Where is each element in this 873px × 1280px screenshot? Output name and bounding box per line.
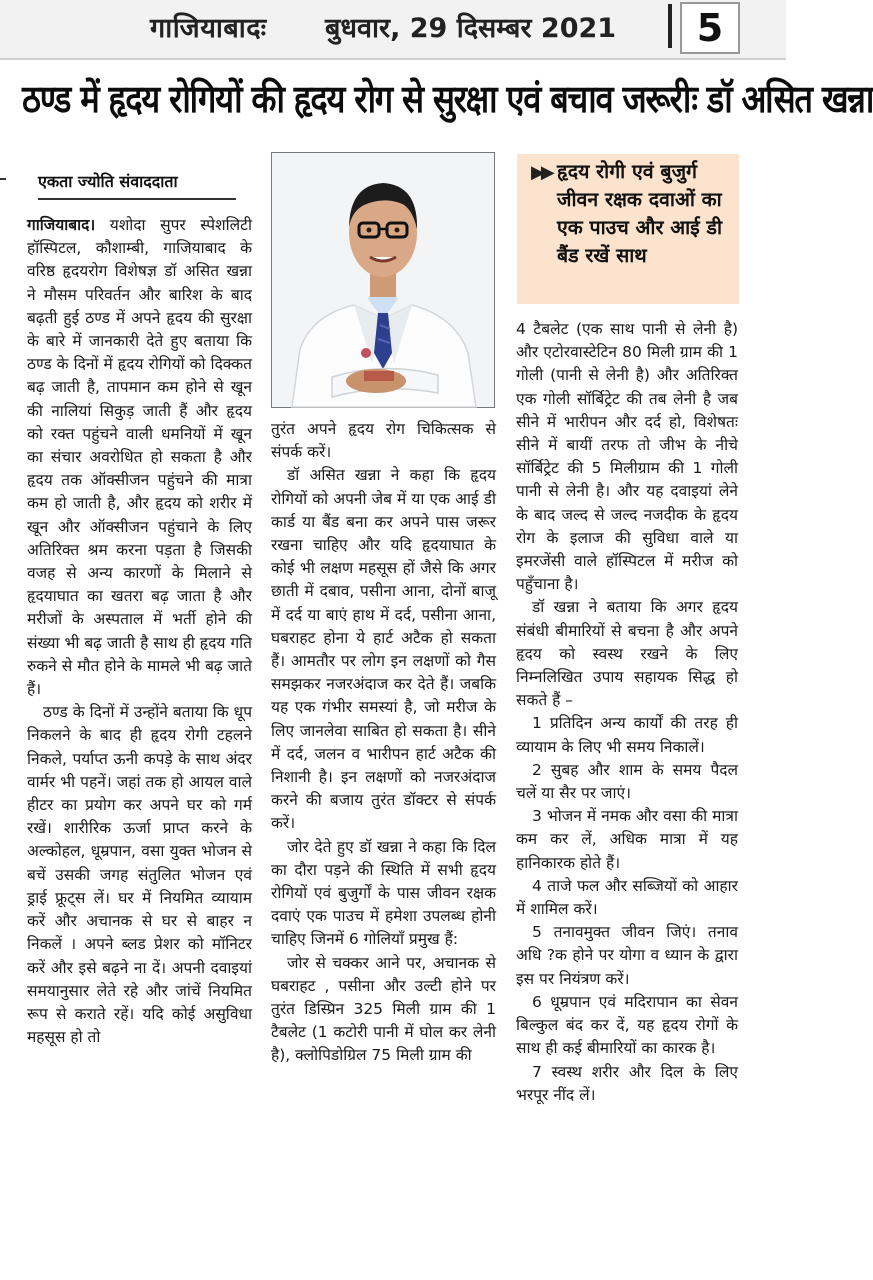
article-column-1 (27, 214, 252, 1049)
paragraph: डॉ असित खन्ना ने कहा कि हृदय रोगियों को अपनी जेब में या एक आई डी कार्ड या बैंड बना कर अपने पास जरूर रखना चाहिए और यदि हृदयाघात के कोई भी लक्षण महसूस हों जैसे कि अगर छाती में दबाव, पसीना आना, दोनों बाजू में दर्द या बाएं हाथ में दर्द, पसीना आना, घबराहट होना ये हार्ट अटैक हो सकता हैं। आमतौर पर लोग इन लक्षणों को गैस समझकर नजरअंदाज कर देते हैं। जबकि यह एक गंभीर समस्यां है, जो मरीज के लिए जानलेवा साबित हो सकता है। सीने में दर्द, जलन व भारीपन हार्ट अटैक की निशानी है। इन लक्षणों को नजरअंदाज करने की बजाय तुरंत डॉक्टर से संपर्क करें। (271, 466, 496, 833)
paragraph (27, 214, 252, 701)
masthead-divider (668, 4, 672, 48)
paragraph: ठण्ड के दिनों में उन्होंने बताया कि धूप निकलने के बाद ही हृदय रोगी टहलने निकले, पर्याप्त ऊनी कपड़े के साथ अंदर वार्मर भी पहनें। जहां तक हो आयल वाले हीटर का प्रयोग कर अपने घर को गर्म रखें। शारीरिक ऊर्जा प्राप्त करने के अल्कोहल, धूम्रपान, वसा युक्त भोजन से बचें उसकी जगह संतुलित भोजन एवं ड्राई फ्रूट्स लें। घर में नियमित व्यायाम करें और अचानक से घर से बाहर न निकलें । अपने ब्लड प्रेशर को मॉनिटर करें और इसे बढ़ने ना दें। अपनी दवाइयां समयानुसार लेते रहे और जांचें नियमित रूप से कराते रहें। यदि कोई असुविधा महसूस हो तो (27, 703, 252, 1047)
doctor-portrait-image (272, 153, 494, 407)
paragraph: जोर देते हुए डॉ खन्ना ने कहा कि दिल का दौरा पड़ने की स्थिति में सभी हृदय रोगियों एवं बुजुर्गों के पास जीवन रक्षक दवाएं एक पाउच में हमेशा उपलब्ध होनी चाहिए जिनमें 6 गोलियाँ प्रमुख हैं: (271, 837, 496, 949)
masthead-city: गाजियाबादः (150, 13, 267, 44)
paragraph: 4 टैबलेट (एक साथ पानी से लेनी है) और एटोरवास्टेटिन 80 मिली ग्राम की 1 गोली (पानी से लेनी है) और अतिरिक्त एक गोली सॉर्बिट्रेट की तब लेनी है जब सीने में भारीपन और दर्द हो, विशेषतः सीने में बायीं तरफ तो जीभ के नीचे सॉर्बिट्रेट की 5 मिलीग्राम की 1 गोली पानी से लेनी है। और यह दवाइयां लेने के बाद जल्द से जल्द नजदीक के हृदय रोग के इलाज की सुविधा वाले या इमरजेंसी वाले हॉस्पिटल में मरीज को पहुँचाना है। (516, 320, 738, 594)
paragraph-text: यशोदा सुपर स्पेशलिटी हॉस्पिटल, कौशाम्बी, गाजियाबाद के वरिष्ठ हृदयरोग विशेषज्ञ डॉ असित खन्ना ने मौसम परिवर्तन और बारिश के बाद बढ़ती हुई ठण्ड में अपने हृदय की सुरक्षा के बारे में जानकारी देते हुए बताया कि ठण्ड के दिनों में हृदय रोगियों को दिक्कत बढ़ जाती है, तापमान कम होने से खून की नालियां सिकुड़ जाती हैं और हृदय को रक्त पहुंचने वाली धमनियों में खून का संचार अवरोधित हो सकता है और हृदय तक ऑक्सीजन पहुंचने की मात्रा कम हो जाती है, और हृदय को शरीर में खून और ऑक्सीजन पहुंचाने के लिए अतिरिक्त श्रम करना पड़ता है जिसकी वजह से अन्य कारणों के मिलाने से हृदयाघात का खतरा बढ़ जाता है और मरीजों के अस्पताल में भर्ती होने की संख्या भी बढ़ जाती है साथ ही हृदय गति रुकने से मौत होने के मामले भी बढ़ जाते हैं। (27, 216, 253, 699)
tip-item: 6 धूम्रपान एवं मदिरापान का सेवन बिल्कुल बंद कर दें, यह हृदय रोगों के साथ ही कई बीमारियों का कारक है। (516, 992, 738, 1058)
paragraph: तुरंत अपने हृदय रोग चिकित्सक से संपर्क करें। (271, 420, 496, 462)
masthead-date: बुधवार, 29 दिसम्बर 2021 (325, 13, 617, 44)
byline-rule (38, 198, 236, 200)
tip-item: 3 भोजन में नमक और वसा की मात्रा कम कर लें, अधिक मात्रा में यह हानिकारक होते हैं। (516, 807, 738, 872)
page-number: 5 (680, 2, 740, 54)
tip-item: 1 प्रतिदिन अन्य कार्यों की तरह ही व्यायाम के लिए भी समय निकालें। (516, 714, 738, 756)
tip-item: 5 तनावमुक्त जीवन जिएं। तनाव अधि ?क होने पर योगा व ध्यान के द्वारा इस पर नियंत्रण करें। (516, 923, 738, 988)
tip-item: 7 स्वस्थ शरीर और दिल के लिए भरपूर नींद लें। (516, 1062, 738, 1104)
paragraph: जोर से चक्कर आने पर, अचानक से घबराहट , पसीना और उल्टी होने पर तुरंत डिस्प्रिन 325 मिली ग्राम की 1 टैबलेट (1 कटोरी पानी में घोल कर लेनी है), क्लोपिडोग्रिल 75 मिली ग्राम की (271, 953, 496, 1065)
tip-item: 4 ताजे फल और सब्जियों को आहार में शामिल करें। (516, 876, 738, 919)
doctor-photo (271, 152, 495, 408)
highlight-box (517, 154, 739, 304)
tip-item: 2 सुबह और शाम के समय पैदल चलें या सैर पर जाएं। (516, 760, 738, 803)
dateline: गाजियाबाद। (27, 216, 96, 234)
paragraph: डॉ खन्ना ने बताया कि अगर हृदय संबंधी बीमारियों से बचना है और अपने हृदय को स्वस्थ रखने के लिए निम्नलिखित उपाय सहायक सिद्ध हो सकते हैं – (516, 598, 738, 710)
headline: ठण्ड में हृदय रोगियों की हृदय रोग से सुरक्षा एवं बचाव जरूरीः डॉ असित खन्ना (22, 77, 873, 121)
masthead (0, 0, 786, 60)
byline: एकता ज्योति संवाददाता (38, 172, 178, 191)
margin-tick (0, 178, 6, 180)
article-column-3 (516, 318, 738, 1107)
highlight-text: हृदय रोगी एवं बुजुर्ग जीवन रक्षक दवाओं का एक पाउच और आई डी बैंड रखें साथ (557, 160, 723, 267)
article-column-2 (271, 418, 496, 1068)
double-arrow-icon: ▶▶ (531, 162, 551, 183)
